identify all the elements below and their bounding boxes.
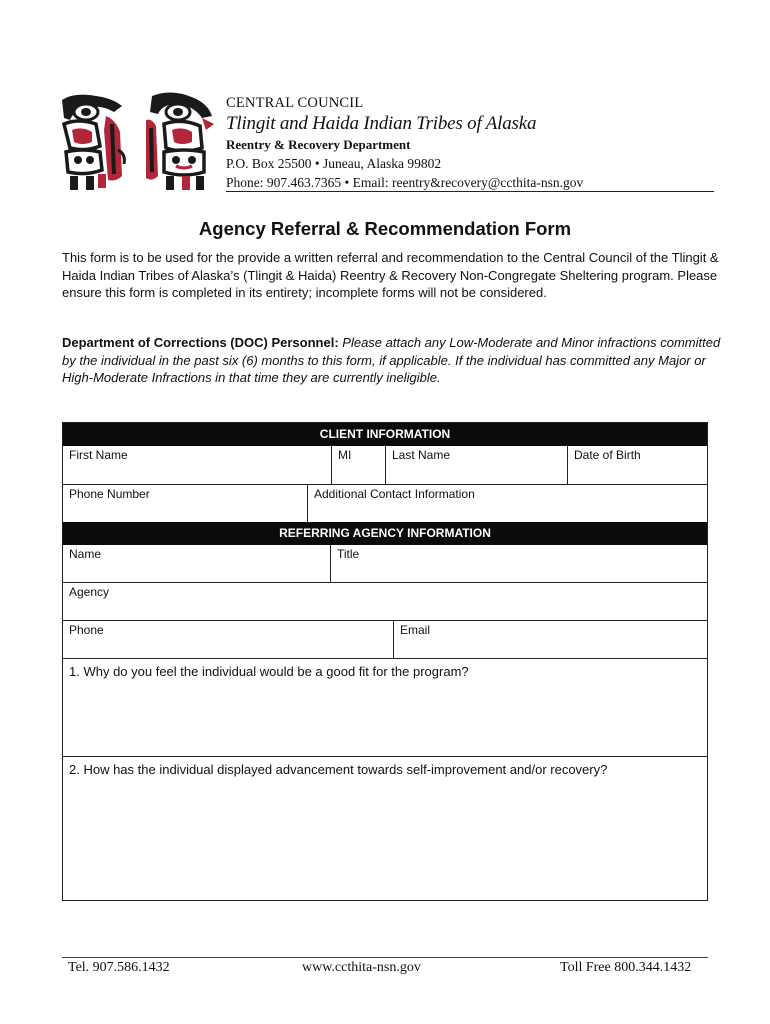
- last-name-field[interactable]: Last Name: [385, 446, 567, 484]
- intro-paragraph: This form is to be used for the provide a written referral and recommendation to the Central Council of the Tlingit & Haida Indian Tribes of Alaska’s (Tlingit & Haida) Reentry & Recovery Non-Congregate Sheltering program. Please ensure this form is completed in its entirety; incomplete forms will not be considered.: [62, 250, 719, 300]
- letterhead: [226, 95, 714, 192]
- footer-tel: Tel. 907.586.1432: [68, 960, 170, 975]
- additional-contact-field[interactable]: Additional Contact Information: [307, 485, 707, 522]
- mi-field[interactable]: MI: [331, 446, 385, 484]
- tribes-name: Tlingit and Haida Indian Tribes of Alaska: [226, 113, 537, 134]
- address: P.O. Box 25500 • Juneau, Alaska 99802: [226, 156, 442, 171]
- department-name: Reentry & Recovery Department: [226, 137, 411, 152]
- tribal-logo-icon: [56, 90, 218, 196]
- first-name-field[interactable]: First Name: [69, 448, 128, 462]
- doc-text: Please attach any Low-Moderate and Minor infractions committed by the individual in the past six (6) months to this form, if applicable. If the individual has committed any Major or High-Moderate Infractions in that time they are currently ineligible.: [62, 335, 721, 385]
- agency-phone-field[interactable]: Phone: [69, 623, 104, 637]
- question-1-field[interactable]: 1. Why do you feel the individual would be a good fit for the program?: [63, 658, 707, 756]
- doc-label: Department of Corrections (DOC) Personnel:: [62, 335, 339, 350]
- phone-number-field[interactable]: Phone Number: [69, 487, 150, 501]
- doc-notice: [62, 334, 722, 387]
- dob-field[interactable]: Date of Birth: [567, 446, 707, 484]
- contact-line: Phone: 907.463.7365 • Email: reentry&recovery@ccthita-nsn.gov: [226, 175, 584, 190]
- footer-divider: [62, 957, 708, 958]
- footer-tollfree: Toll Free 800.344.1432: [560, 960, 692, 975]
- header-divider: [226, 191, 714, 192]
- referral-form-table: [62, 422, 708, 901]
- form-title: Agency Referral & Recommendation Form: [198, 218, 572, 239]
- agency-email-field[interactable]: Email: [393, 621, 707, 658]
- question-2-field[interactable]: 2. How has the individual displayed advancement towards self-improvement and/or recovery?: [63, 756, 707, 900]
- client-info-heading: CLIENT INFORMATION: [63, 423, 707, 446]
- agency-info-heading: REFERRING AGENCY INFORMATION: [63, 522, 707, 545]
- agency-name-field[interactable]: Name: [69, 547, 102, 561]
- footer-website: www.ccthita-nsn.gov: [302, 960, 421, 975]
- agency-field[interactable]: Agency: [69, 585, 110, 599]
- council-name: CENTRAL COUNCIL: [226, 95, 364, 111]
- agency-title-field[interactable]: Title: [330, 545, 707, 582]
